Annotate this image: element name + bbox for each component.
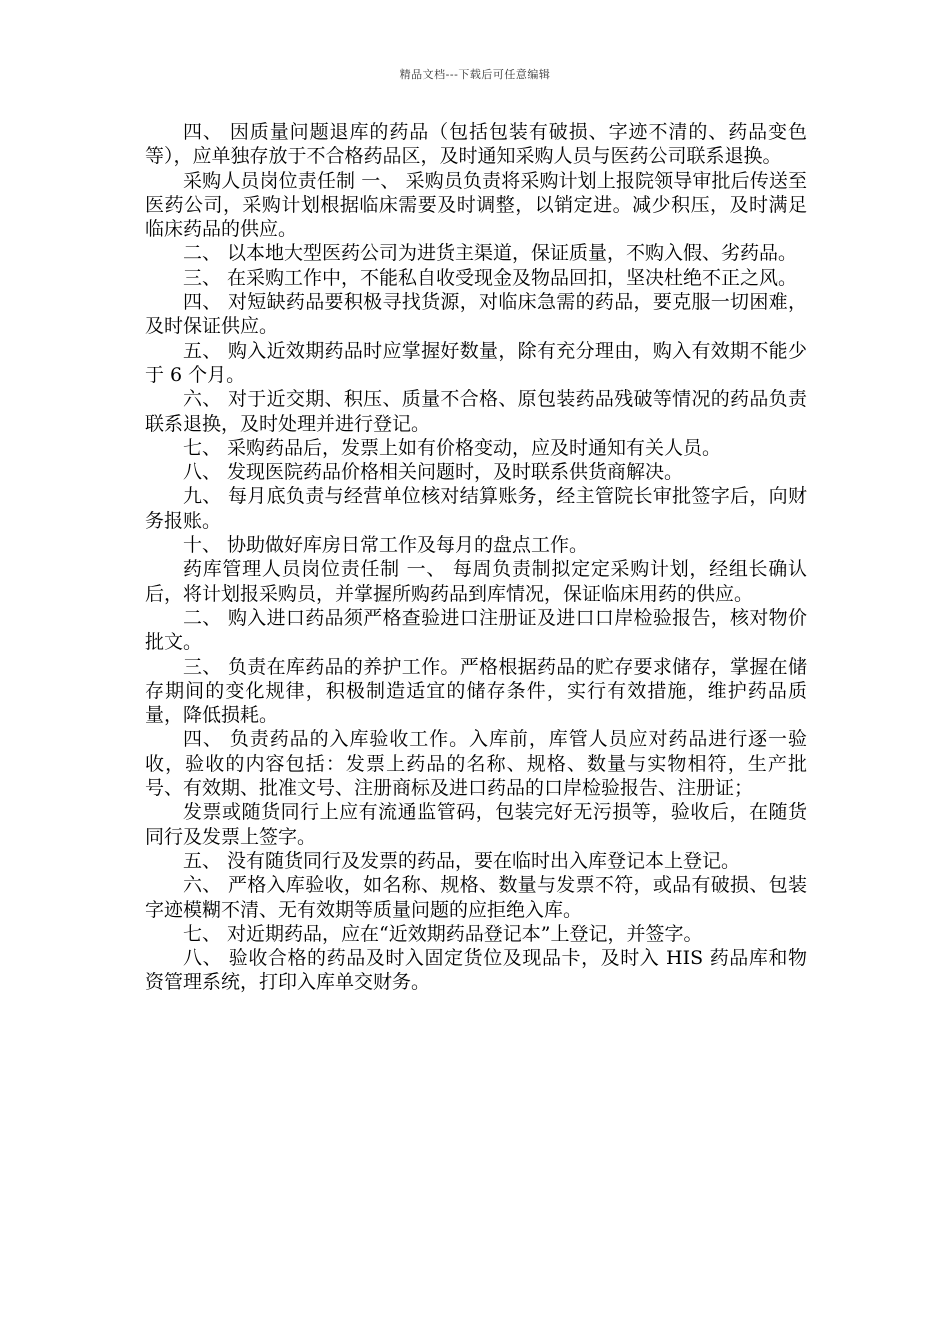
paragraph-purchaser-duty-3: 三、 在采购工作中，不能私自收受现金及物品回扣，坚决杜绝不正之风。 [183, 266, 798, 289]
paragraph-purchaser-duty-7: 七、 采购药品后，发票上如有价格变动，应及时通知有关人员。 [183, 436, 722, 459]
paragraph-warehouse-duty-7: 七、 对近期药品，应在“近效期药品登记本”上登记，并签字。 [183, 922, 703, 945]
paragraph-warehouse-duty-3: 三、 负责在库药品的养护工作。严格根据药品的贮存要求储存，掌握在储存期间的变化规律，积极制造适宜的储存条件，实行有效措施，维护药品质量，降低损耗。 [145, 655, 807, 727]
paragraph-warehouse-duty-2: 二、 购入进口药品须严格查验进口注册证及进口口岸检验报告，核对物价批文。 [145, 606, 807, 654]
paragraph-purchaser-duty-5: 五、 购入近效期药品时应掌握好数量，除有充分理由，购入有效期不能少于 6 个月。 [145, 339, 807, 386]
paragraph-warehouse-duty-1: 药库管理人员岗位责任制 一、 每周负责制拟定定采购计划，经组长确认后，将计划报采购员，并掌握所购药品到库情况，保证临床用药的供应。 [145, 558, 807, 605]
paragraph-purchaser-duty-8: 八、 发现医院药品价格相关问题时，及时联系供货商解决。 [183, 461, 684, 484]
paragraph-warehouse-duty-4-cont: 发票或随货同行上应有流通监管码，包装完好无污损等，验收后，在随货同行及发票上签字。 [145, 801, 807, 848]
document-body [145, 120, 807, 995]
paragraph-purchaser-duty-10: 十、 协助做好库房日常工作及每月的盘点工作。 [183, 534, 589, 557]
paragraph-purchaser-duty-2: 二、 以本地大型医药公司为进货主渠道，保证质量，不购入假、劣药品。 [183, 242, 798, 265]
paragraph-warehouse-duty-8: 八、 验收合格的药品及时入固定货位及现品卡，及时入 HIS 药品库和物资管理系统，打印入库单交财务。 [145, 947, 807, 994]
paragraph-purchaser-duty-9: 九、 每月底负责与经营单位核对结算账务，经主管院长审批签字后，向财务报账。 [145, 485, 807, 532]
page-header: 精品文档---下载后可任意编辑 [399, 68, 551, 81]
paragraph-warehouse-duty-6: 六、 严格入库验收，如名称、规格、数量与发票不符，或品有破损、包装字迹模糊不清、无有效期等质量问题的应拒绝入库。 [145, 874, 807, 921]
paragraph-purchaser-duty-6: 六、 对于近交期、积压、质量不合格、原包装药品残破等情况的药品负责联系退换，及时处理并进行登记。 [145, 388, 807, 435]
paragraph-return-defective: 四、 因质量问题退库的药品（包括包装有破损、字迹不清的、药品变色等），应单独存放于不合格药品区，及时通知采购人员与医药公司联系退换。 [145, 121, 807, 168]
paragraph-purchaser-duty-4: 四、 对短缺药品要积极寻找货源，对临床急需的药品，要克服一切困难，及时保证供应。 [145, 291, 807, 338]
paragraph-warehouse-duty-5: 五、 没有随货同行及发票的药品，要在临时出入库登记本上登记。 [183, 849, 741, 872]
paragraph-purchaser-duty-1: 采购人员岗位责任制 一、 采购员负责将采购计划上报院领导审批后传送至医药公司，采购计划根据临床需要及时调整，以销定进。减少积压，及时满足临床药品的供应。 [145, 169, 807, 241]
paragraph-warehouse-duty-4: 四、 负责药品的入库验收工作。入库前，库管人员应对药品进行逐一验收，验收的内容包括：发票上药品的名称、规格、数量与实物相符，生产批号、有效期、批准文号、注册商标及进口药品的口岸检验报告、注册证； [145, 728, 807, 800]
